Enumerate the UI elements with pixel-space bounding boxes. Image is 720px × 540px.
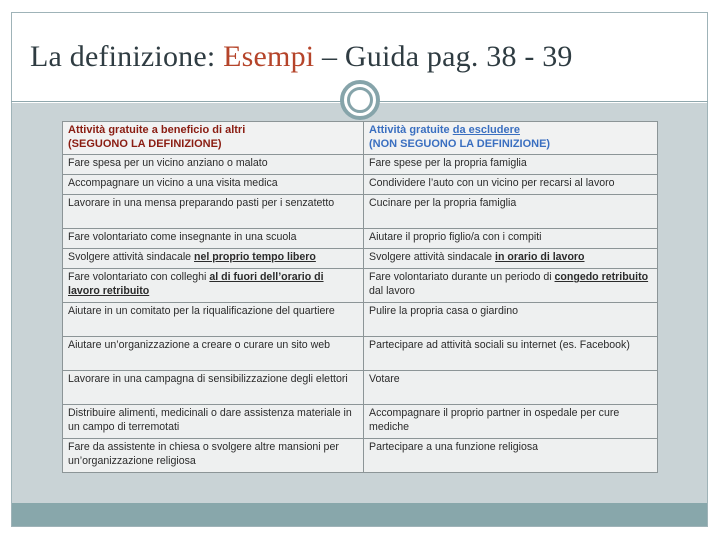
cell-left: Distribuire alimenti, medicinali o dare assistenza materiale in un campo di terremotati bbox=[63, 405, 364, 439]
cell-right: Partecipare a una funzione religiosa bbox=[364, 439, 658, 473]
cell-right: Fare spese per la propria famiglia bbox=[364, 155, 658, 175]
header-left bbox=[63, 122, 364, 155]
cell-emphasis: al di fuori dell’orario di lavoro retribuito bbox=[68, 271, 324, 297]
table-row bbox=[63, 229, 658, 249]
cell-left: Accompagnare un vicino a una visita medica bbox=[63, 175, 364, 195]
cell-emphasis: in orario di lavoro bbox=[495, 251, 585, 264]
cell-left: Aiutare un’organizzazione a creare o curare un sito web bbox=[63, 337, 364, 371]
cell-left bbox=[63, 269, 364, 303]
table-header-row bbox=[63, 122, 658, 155]
cell-right: Votare bbox=[364, 371, 658, 405]
table-row bbox=[63, 195, 658, 229]
title-accent: Esempi bbox=[223, 40, 315, 73]
cell-text: dal lavoro bbox=[369, 284, 415, 297]
cell-emphasis: nel proprio tempo libero bbox=[194, 251, 316, 264]
title-part-2: – Guida pag. 38 - 39 bbox=[314, 40, 573, 73]
cell-left bbox=[63, 249, 364, 269]
table-row bbox=[63, 155, 658, 175]
cell-right: Aiutare il proprio figlio/a con i compiti bbox=[364, 229, 658, 249]
table-row bbox=[63, 303, 658, 337]
header-right-line2: (NON SEGUONO LA DEFINIZIONE) bbox=[369, 137, 551, 150]
cell-text: Svolgere attività sindacale bbox=[68, 251, 195, 264]
bottom-bar bbox=[12, 503, 707, 526]
cell-right: Partecipare ad attività sociali su internet (es. Facebook) bbox=[364, 337, 658, 371]
table-row bbox=[63, 337, 658, 371]
table-row bbox=[63, 405, 658, 439]
cell-text: Fare volontariato con colleghi bbox=[68, 271, 210, 284]
header-left-line2: (SEGUONO LA DEFINIZIONE) bbox=[68, 137, 222, 150]
cell-emphasis: congedo retribuito bbox=[554, 271, 649, 284]
slide-title bbox=[30, 40, 573, 74]
table-row bbox=[63, 371, 658, 405]
ring-ornament-icon bbox=[340, 80, 380, 120]
cell-left: Fare volontariato come insegnante in una scuola bbox=[63, 229, 364, 249]
table-row bbox=[63, 249, 658, 269]
cell-text: Fare volontariato durante un periodo di bbox=[369, 271, 555, 284]
cell-left: Lavorare in una campagna di sensibilizzazione degli elettori bbox=[63, 371, 364, 405]
cell-text: Svolgere attività sindacale bbox=[369, 251, 496, 264]
header-right bbox=[364, 122, 658, 155]
cell-right bbox=[364, 269, 658, 303]
cell-right: Pulire la propria casa o giardino bbox=[364, 303, 658, 337]
table-row bbox=[63, 175, 658, 195]
cell-right: Condividere l’auto con un vicino per recarsi al lavoro bbox=[364, 175, 658, 195]
title-part-1: La definizione: bbox=[30, 40, 224, 73]
cell-left: Fare spesa per un vicino anziano o malato bbox=[63, 155, 364, 175]
cell-right: Cucinare per la propria famiglia bbox=[364, 195, 658, 229]
cell-left: Fare da assistente in chiesa o svolgere altre mansioni per un’organizzazione religiosa bbox=[63, 439, 364, 473]
header-right-underlined: da escludere bbox=[452, 124, 520, 136]
header-left-line1: Attività gratuite a beneficio di altri bbox=[68, 124, 246, 136]
header-right-pre: Attività gratuite bbox=[369, 124, 453, 136]
activities-table bbox=[62, 121, 658, 473]
table-row bbox=[63, 439, 658, 473]
cell-right: Accompagnare il proprio partner in ospedale per cure mediche bbox=[364, 405, 658, 439]
cell-right bbox=[364, 249, 658, 269]
cell-left: Aiutare in un comitato per la riqualificazione del quartiere bbox=[63, 303, 364, 337]
table-row bbox=[63, 269, 658, 303]
cell-left: Lavorare in una mensa preparando pasti per i senzatetto bbox=[63, 195, 364, 229]
